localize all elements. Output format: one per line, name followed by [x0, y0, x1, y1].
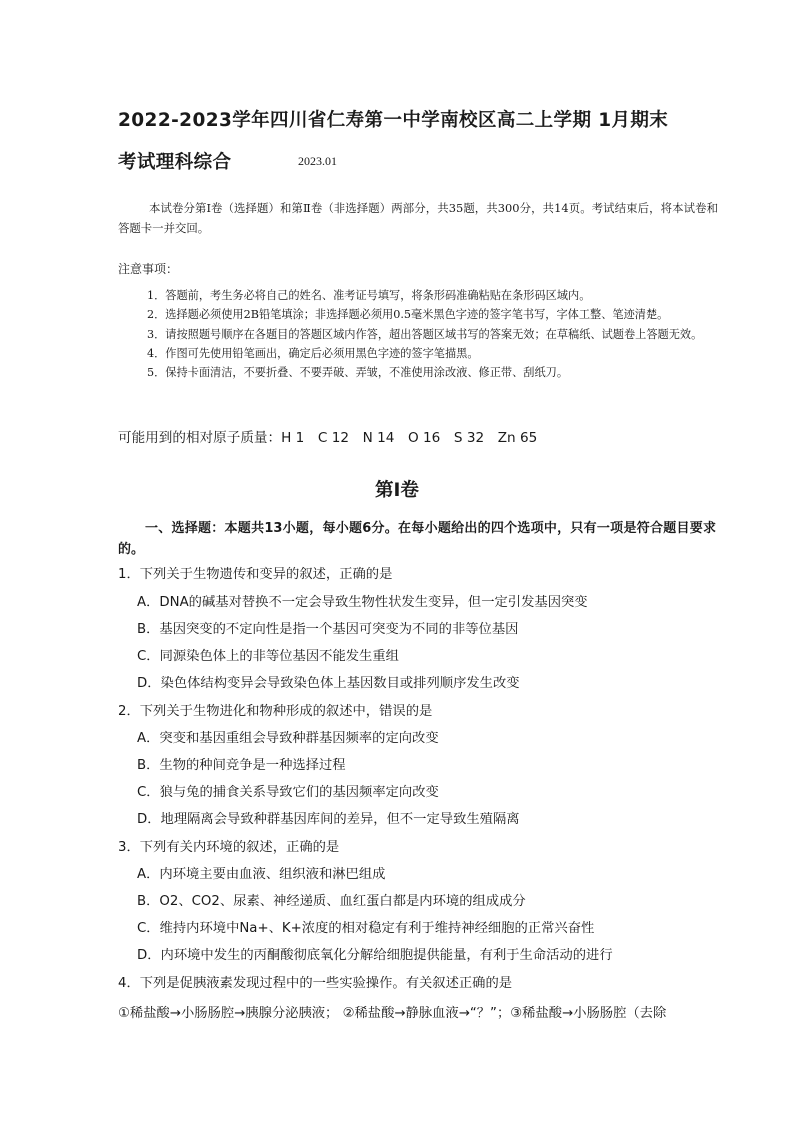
- question-3-stem: 3．下列有关内环境的叙述，正确的是: [118, 840, 340, 855]
- question-3-option-d: D．内环境中发生的丙酮酸彻底氧化分解给细胞提供能量，有利于生命活动的进行: [137, 948, 613, 963]
- question-1-stem: 1．下列关于生物遗传和变异的叙述，正确的是: [118, 567, 393, 582]
- question-2-option-d: D．地理隔离会导致种群基因库间的差异，但不一定导致生殖隔离: [137, 812, 520, 827]
- note-item: 2．选择题必须使用2B铅笔填涂；非选择题必须用0.5毫米黑色字迹的签字笔书写，字体工整、笔迹清楚。: [147, 308, 669, 322]
- question-3-option-c: C．维持内环境中Na+、K+浓度的相对稳定有利于维持神经细胞的正常兴奋性: [137, 921, 595, 936]
- notes-title: 注意事项：: [118, 262, 179, 276]
- intro-paragraph: 本试卷分第Ⅰ卷（选择题）和第Ⅱ卷（非选择题）两部分，共35题，共300分，共14页。考试结束后，将本试卷和答题卡一并交回。: [118, 201, 718, 235]
- note-item: 5．保持卡面清洁，不要折叠、不要弄破、弄皱，不准使用涂改液、修正带、刮纸刀。: [147, 366, 569, 380]
- question-1-option-d: D．染色体结构变异会导致染色体上基因数目或排列顺序发生改变: [137, 676, 520, 691]
- question-3-option-a: A．内环境主要由血液、组织液和淋巴组成: [137, 867, 386, 882]
- exam-title-line-1: 2022-2023学年四川省仁寿第一中学南校区高二上学期 1月期末: [118, 110, 669, 131]
- note-item: 4．作图可先使用铅笔画出，确定后必须用黑色字迹的签字笔描黑。: [147, 346, 479, 360]
- question-1-option-a: A．DNA的碱基对替换不一定会导致生物性状发生变异，但一定引发基因突变: [137, 595, 588, 610]
- atomic-masses: 可能用到的相对原子质量：H 1 C 12 N 14 O 16 S 32 Zn 65: [118, 430, 538, 446]
- section-heading: 第Ⅰ卷: [375, 480, 419, 501]
- question-4-stem: 4．下列是促胰液素发现过程中的一些实验操作。有关叙述正确的是: [118, 976, 513, 991]
- exam-date: 2023.01: [298, 154, 337, 168]
- question-3-option-b: B．O2、CO2、尿素、神经递质、血红蛋白都是内环境的组成成分: [137, 894, 526, 909]
- question-2-stem: 2．下列关于生物进化和物种形成的叙述中，错误的是: [118, 704, 433, 719]
- note-item: 3．请按照题号顺序在各题目的答题区域内作答，超出答题区域书写的答案无效；在草稿纸、试题卷上答题无效。: [147, 327, 703, 341]
- exam-title-line-2: 考试理科综合: [118, 152, 232, 173]
- note-item: 1．答题前，考生务必将自己的姓名、准考证号填写，将条形码准确粘贴在条形码区域内。: [147, 289, 591, 302]
- question-2-option-b: B．生物的种间竞争是一种选择过程: [137, 758, 346, 773]
- question-1-option-b: B．基因突变的不定向性是指一个基因可突变为不同的非等位基因: [137, 622, 519, 637]
- notes-list: [118, 286, 716, 382]
- section-instruction: 一、选择题：本题共13小题，每小题6分。在每小题给出的四个选项中，只有一项是符合题目要求的。: [118, 521, 716, 557]
- question-2-option-c: C．狼与兔的捕食关系导致它们的基因频率定向改变: [137, 785, 439, 800]
- question-4-experiments: ①稀盐酸→小肠肠腔→胰腺分泌胰液； ②稀盐酸→静脉血液→“？”；③稀盐酸→小肠肠腔（去除: [118, 1006, 667, 1021]
- question-1-option-c: C．同源染色体上的非等位基因不能发生重组: [137, 649, 399, 664]
- question-2-option-a: A．突变和基因重组会导致种群基因频率的定向改变: [137, 731, 439, 746]
